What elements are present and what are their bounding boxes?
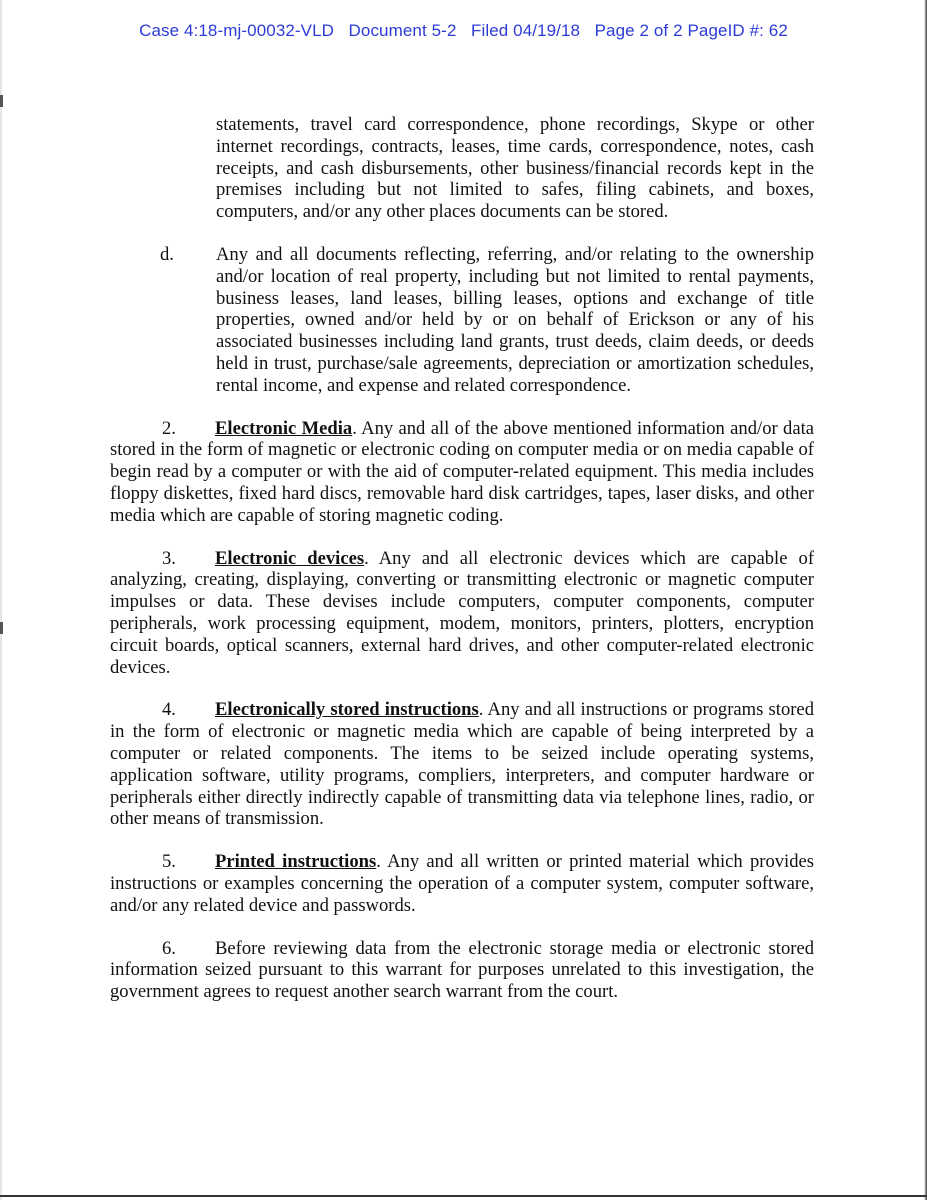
paragraph-6 <box>110 938 814 1003</box>
paragraph-number: 4. <box>162 699 176 721</box>
paragraph-heading: Electronic devices <box>215 547 365 569</box>
list-item-letter: d. <box>160 243 174 265</box>
scan-edge-mark <box>0 622 3 634</box>
paragraph-heading: Printed instructions <box>215 851 377 873</box>
paragraph-text: . Any and all instructions or programs stored in the form of electronic or magnetic media which are capable of being interpreted by a computer or related components. The items to be seized include operating systems, application software, utility programs, compliers, interpreters, and computer hardware or peripherals either directly indirectly capable of transmitting data via telephone lines, radio, or other means of transmission. <box>110 699 814 830</box>
document-body <box>110 114 814 1003</box>
paragraph-heading: Electronic Media <box>215 417 353 439</box>
paragraph-3 <box>110 548 814 679</box>
paragraph-number: 2. <box>162 417 176 439</box>
list-item-d <box>160 243 814 397</box>
paragraph-number: 5. <box>162 851 176 873</box>
continued-item-text: statements, travel card correspondence, phone recordings, Skype or other internet recordings, contracts, leases, time cards, correspondence, notes, cash receipts, and cash disbursements, other business/financial records kept in the premises including but not limited to safes, filing cabinets, and boxes, computers, and/or any other places documents can be stored. <box>216 114 814 223</box>
paragraph-2 <box>110 418 814 527</box>
paragraph-text: . Any and all of the above mentioned information and/or data stored in the form of magnetic or electronic coding on computer media or on media capable of begin read by a computer or with the aid of computer-related equipment. This media includes floppy diskettes, fixed hard discs, removable hard disk cartridges, tapes, laser disks, and other media which are capable of storing magnetic coding. <box>110 417 814 526</box>
scan-bottom-edge <box>0 1195 927 1197</box>
scan-edge-mark <box>0 95 3 107</box>
paragraph-text: Before reviewing data from the electronic storage media or electronic stored information seized pursuant to this warrant for purposes unrelated to this investigation, the government agrees to request another search warrant from the court. <box>110 937 814 1003</box>
list-item-text: Any and all documents reflecting, referring, and/or relating to the ownership and/or location of real property, including but not limited to rental payments, business leases, land leases, billing leases, options and exchange of title properties, owned and/or held by or on behalf of Erickson or any of his associated businesses including land grants, trust deeds, claim deeds, or deeds held in trust, purchase/sale agreements, depreciation or amortization schedules, rental income, and expense and related correspondence. <box>216 243 814 396</box>
paragraph-5 <box>110 851 814 916</box>
paragraph-number: 3. <box>162 547 176 569</box>
paragraph-number: 6. <box>162 937 176 959</box>
paragraph-text: . Any and all electronic devices which are capable of analyzing, creating, displaying, converting or transmitting electronic or magnetic computer impulses or data. These devises include computers, computer components, computer peripherals, work processing equipment, modem, monitors, printers, plotters, encryption circuit boards, optical scanners, external hard drives, and other computer-related electronic devices. <box>110 547 815 678</box>
paragraph-4 <box>110 699 814 830</box>
paragraph-text: . Any and all written or printed material which provides instructions or examples concerning the operation of a computer system, computer software, and/or any related device and passwords. <box>110 851 814 916</box>
paragraph-heading: Electronically stored instructions <box>215 699 479 721</box>
scan-left-edge <box>0 0 2 1200</box>
court-filing-header: Case 4:18-mj-00032-VLD Document 5-2 Filed 04/19/18 Page 2 of 2 PageID #: 62 <box>139 21 788 40</box>
